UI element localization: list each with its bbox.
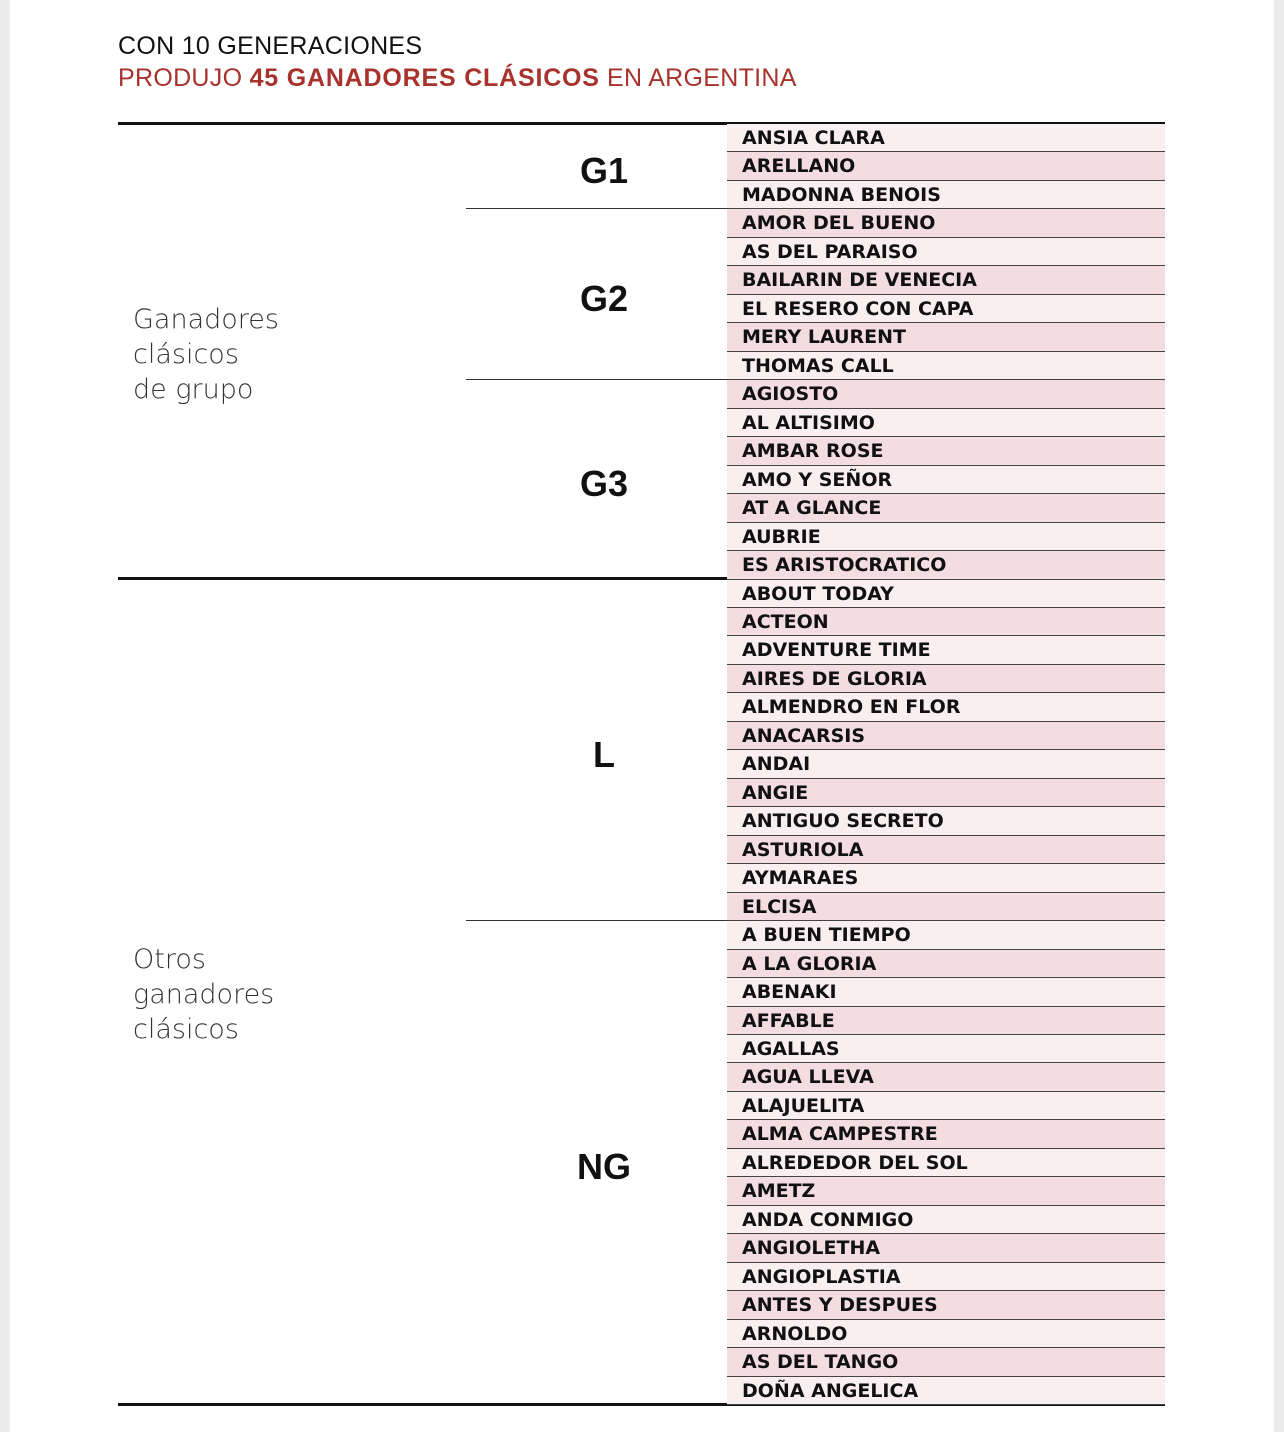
- horse-row: ANACARSIS: [727, 722, 1165, 750]
- horse-row: A LA GLORIA: [727, 950, 1165, 978]
- horse-row: ALREDEDOR DEL SOL: [727, 1149, 1165, 1177]
- horse-list: [727, 124, 1165, 1405]
- section-label-group-winners: [133, 302, 279, 407]
- horse-row: ANSIA CLARA: [727, 124, 1165, 152]
- horse-row: BAILARIN DE VENECIA: [727, 266, 1165, 294]
- section-label-other-winners: [133, 942, 274, 1047]
- section-label-line: de grupo: [133, 374, 254, 405]
- horse-row: AGUA LLEVA: [727, 1063, 1165, 1091]
- horse-row: ACTEON: [727, 608, 1165, 636]
- horse-row: ALMENDRO EN FLOR: [727, 693, 1165, 721]
- page: [10, 0, 1274, 1432]
- horse-row: ABOUT TODAY: [727, 580, 1165, 608]
- horse-row: AFFABLE: [727, 1007, 1165, 1035]
- horse-row: AMO Y SEÑOR: [727, 466, 1165, 494]
- horse-row: AGIOSTO: [727, 380, 1165, 408]
- horse-row: ANGIE: [727, 779, 1165, 807]
- horse-row: AS DEL TANGO: [727, 1348, 1165, 1376]
- horse-row: A BUEN TIEMPO: [727, 921, 1165, 949]
- horse-row: AMOR DEL BUENO: [727, 209, 1165, 237]
- section-label-line: Otros: [133, 944, 206, 975]
- horse-row: ANDAI: [727, 750, 1165, 778]
- header-suffix: EN ARGENTINA: [599, 64, 797, 92]
- horse-row: ES ARISTOCRATICO: [727, 551, 1165, 579]
- horse-row: ANDA CONMIGO: [727, 1206, 1165, 1234]
- horse-row: AT A GLANCE: [727, 494, 1165, 522]
- g2-g3-divider: [466, 379, 727, 380]
- horse-row: ANTIGUO SECRETO: [727, 807, 1165, 835]
- horse-row: EL RESERO CON CAPA: [727, 295, 1165, 323]
- header-line-2: [118, 64, 797, 93]
- horse-row: ARNOLDO: [727, 1320, 1165, 1348]
- l-ng-divider: [466, 920, 727, 921]
- horse-row: MERY LAURENT: [727, 323, 1165, 351]
- horse-row: DOÑA ANGELICA: [727, 1377, 1165, 1405]
- horse-row: ADVENTURE TIME: [727, 636, 1165, 664]
- grade-label-g2: G2: [579, 278, 629, 319]
- horse-row: AS DEL PARAISO: [727, 238, 1165, 266]
- section-label-line: clásicos: [133, 1014, 239, 1045]
- horse-row: ELCISA: [727, 893, 1165, 921]
- horse-row: ANTES Y DESPUES: [727, 1291, 1165, 1319]
- grade-label-l: L: [593, 734, 615, 775]
- horse-row: AYMARAES: [727, 864, 1165, 892]
- horse-row: THOMAS CALL: [727, 352, 1165, 380]
- grade-label-g1: G1: [579, 150, 629, 191]
- horse-row: AIRES DE GLORIA: [727, 665, 1165, 693]
- horse-row: AMETZ: [727, 1177, 1165, 1205]
- horse-row: ANGIOLETHA: [727, 1234, 1165, 1262]
- horse-row: ALAJUELITA: [727, 1092, 1165, 1120]
- section-label-line: Ganadores: [133, 304, 279, 335]
- horse-row: ASTURIOLA: [727, 836, 1165, 864]
- horse-row: ABENAKI: [727, 978, 1165, 1006]
- grade-label-ng: NG: [577, 1146, 631, 1187]
- section-label-line: clásicos: [133, 339, 239, 370]
- g1-g2-divider: [466, 208, 727, 209]
- horse-row: MADONNA BENOIS: [727, 181, 1165, 209]
- header-line-1: CON 10 GENERACIONES: [118, 32, 423, 60]
- horse-row: ALMA CAMPESTRE: [727, 1120, 1165, 1148]
- section-label-line: ganadores: [133, 979, 275, 1010]
- header-prefix: PRODUJO: [118, 64, 250, 92]
- horse-row: AUBRIE: [727, 523, 1165, 551]
- grade-label-g3: G3: [579, 463, 629, 504]
- horse-row: ARELLANO: [727, 152, 1165, 180]
- horse-row: AGALLAS: [727, 1035, 1165, 1063]
- horse-row: AMBAR ROSE: [727, 437, 1165, 465]
- horse-row: AL ALTISIMO: [727, 409, 1165, 437]
- horse-row: ANGIOPLASTIA: [727, 1263, 1165, 1291]
- header-highlight: 45 GANADORES CLÁSICOS: [249, 64, 600, 92]
